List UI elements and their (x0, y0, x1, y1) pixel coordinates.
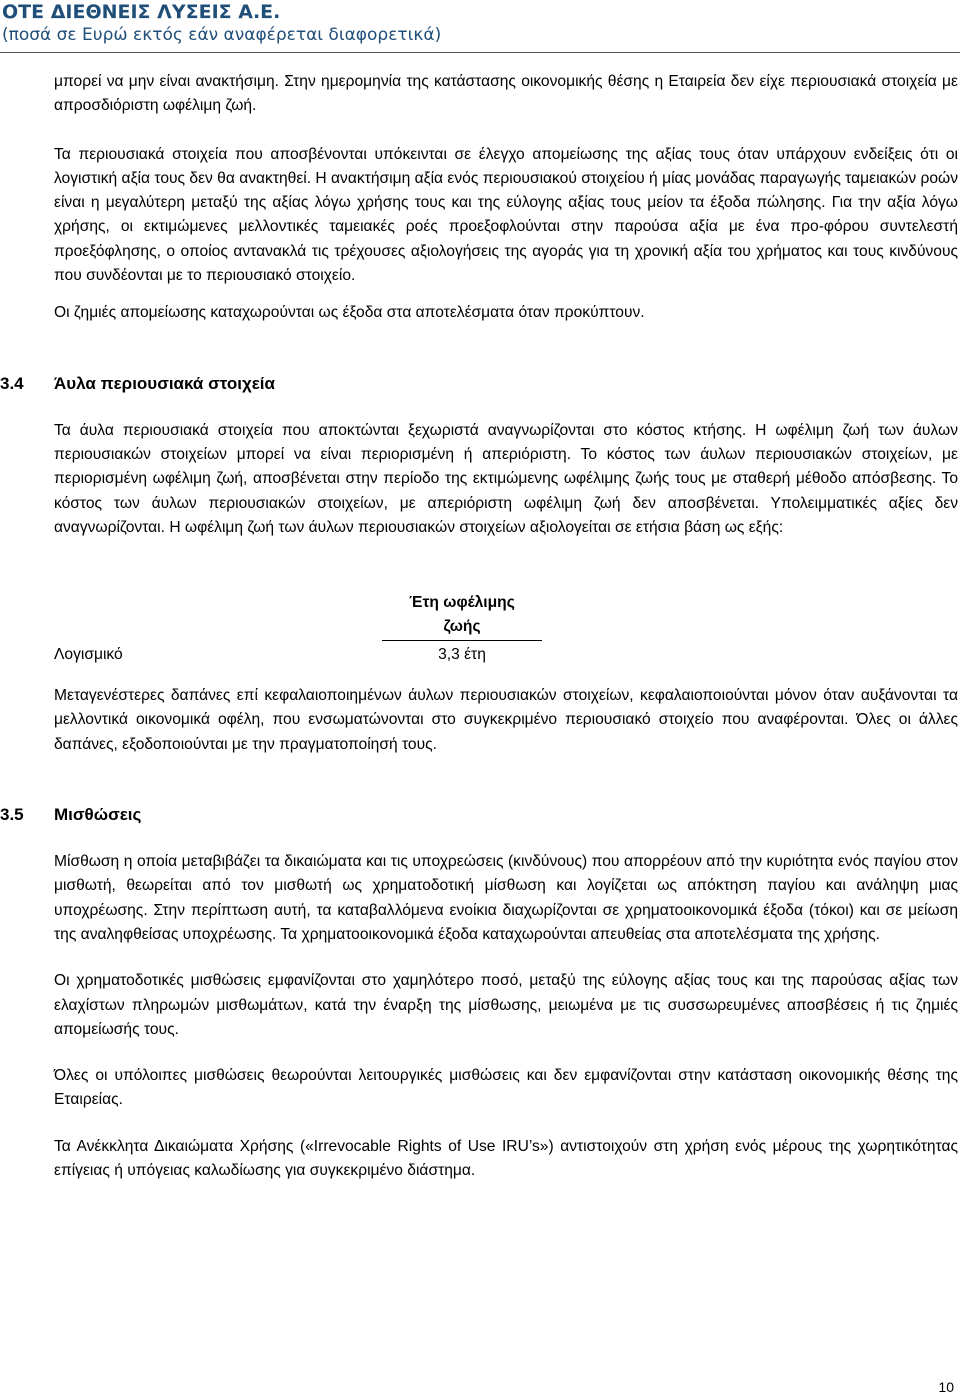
section-title: Μισθώσεις (54, 805, 142, 825)
paragraph: Τα άυλα περιουσιακά στοιχεία που αποκτώνται ξεχωριστά αναγνωρίζονται στο κόστος κτήσης. Η ωφέλιμη ζωή των άυλων περιουσιακών στοιχείων μπορεί να είναι περιορισμένη ή απεριόριστη. Το κόστος των άυλων περιουσιακών στοιχείων, με περιορισμένη ωφέλιμη ζωή, αποσβένεται στην περίοδο της εκτιμώμενης ωφέλιμης ζωής τους με σταθερή μέθοδο απόσβεσης. Το κόστος των άυλων περιουσιακών στοιχείων, με απεριόριστη ωφέλιμη ζωή δεν αποσβένεται. Υπολειμματικές αξίες δεν αναγνωρίζονται. Η ωφέλιμη ζωή των άυλων περιουσιακών στοιχείων αξιολογείται σε ετήσια βάση ως εξής: (54, 421, 958, 536)
header-line: Έτη ωφέλιμης (409, 594, 515, 612)
table-row-value: 3,3 έτη (438, 646, 486, 664)
table-column-header (382, 591, 542, 639)
page-header (2, 0, 441, 46)
useful-life-table (54, 591, 958, 667)
paragraph: Μεταγενέστερες δαπάνες επί κεφαλαιοποιημένων άυλων περιουσιακών στοιχείων, κεφαλαιοποιούνται μόνον όταν αυξάνονται τα μελλοντικά οικονομικά οφέλη, που ενσωματώνονται στο συγκεκριμένο περιουσιακό στοιχείο που αναφέρονται. Όλες οι άλλες δαπάνες, εξοδοποιούνται με την πραγματοποίησή τους. (54, 687, 958, 753)
section-heading-3-4 (0, 372, 958, 396)
section-number: 3.4 (0, 373, 24, 393)
page-number: 10 (938, 1379, 954, 1395)
paragraph: Οι ζημιές απομείωσης καταχωρούνται ως έξοδα στα αποτελέσματα όταν προκύπτουν. (54, 304, 645, 322)
company-name: ΟΤΕ ΔΙΕΘΝΕΙΣ ΛΥΣΕΙΣ Α.Ε. (2, 1, 281, 23)
section-heading-3-5 (0, 803, 958, 827)
header-divider (0, 52, 960, 53)
paragraph: Μίσθωση η οποία μεταβιβάζει τα δικαιώματα και τις υποχρεώσεις (κινδύνους) που απορρέουν από την κυριότητα ενός παγίου στον μισθωτή, θεωρείται από τον μισθωτή ως χρηματοδοτική μίσθωση και λογίζεται ως απόκτηση παγίου και ανάληψη μιας υποχρέωσης. Στην περίπτωση αυτή, τα καταβαλλόμενα ενοίκια διαχωρίζονται σε χρηματοοικονομικά έξοδα (τόκοι) και σε μείωση της αναληφθείσας υποχρέωσης. Τα χρηματοοικονομικά έξοδα καταχωρούνται απευθείας στα αποτελέσματα της χρήσης. (54, 853, 958, 943)
header-underline (382, 640, 542, 641)
section-number: 3.5 (0, 805, 24, 825)
paragraph: Τα Ανέκκλητα Δικαιώματα Χρήσης («Irrevocable Rights of Use IRU’s») αντιστοιχούν στη χρήση ενός μέρους της χωρητικότητας επίγειας ή υπόγειας καλωδίωσης για συγκεκριμένο διάστημα. (54, 1137, 958, 1180)
table-row-label: Λογισμικό (54, 646, 123, 664)
paragraph: μπορεί να μην είναι ανακτήσιμη. Στην ημερομηνία της κατάστασης οικονομικής θέσης η Εταιρεία δεν είχε περιουσιακά στοιχεία με απροσδιόριστη ωφέλιμη ζωή. (54, 73, 958, 115)
paragraph: Οι χρηματοδοτικές μισθώσεις εμφανίζονται στο χαμηλότερο ποσό, μεταξύ της εύλογης αξίας τους και της παρούσας αξίας των ελαχίστων πληρωμών μισθωμάτων, κατά την έναρξη της μίσθωσης, μειωμένα με τις συσσωρευμένες αποσβέσεις ή τις ζημιές απομείωσής τους. (54, 972, 958, 1038)
paragraph: Όλες οι υπόλοιπες μισθώσεις θεωρούνται λειτουργικές μισθώσεις και δεν εμφανίζονται στην κατάσταση οικονομικής θέσης της Εταιρείας. (54, 1067, 958, 1109)
currency-note: (ποσά σε Ευρώ εκτός εάν αναφέρεται διαφορετικά) (2, 25, 442, 45)
section-title: Άυλα περιουσιακά στοιχεία (54, 373, 275, 393)
document-body (0, 70, 958, 1183)
paragraph: Τα περιουσιακά στοιχεία που αποσβένονται υπόκεινται σε έλεγχο απομείωσης της αξίας τους όταν υπάρχουν ενδείξεις ότι οι λογιστική αξία τους δεν θα ανακτηθεί. Η ανακτήσιμη αξία ενός περιουσιακού στοιχείου ή μίας μονάδας παραγωγής ταμειακών ροών είναι η μεγαλύτερη μεταξύ της αξίας λόγω χρήσης τους και της εύλογης αξίας τους μείον τα έξοδα πώλησης. Για την αξία λόγω χρήσης, οι εκτιμώμενες μελλοντικές ταμειακές ροές προεξοφλούνται στην παρούσα αξία με ένα προ-φόρου συντελεστή προεξόφλησης, ο οποίος αντανακλά τις τρέχουσες αξιολογήσεις της αγοράς για τη χρονική αξία του χρήματος και τους κινδύνους που συνδέονται με το περιουσιακό στοιχείο. (54, 145, 958, 285)
header-line: ζωής (443, 618, 481, 636)
